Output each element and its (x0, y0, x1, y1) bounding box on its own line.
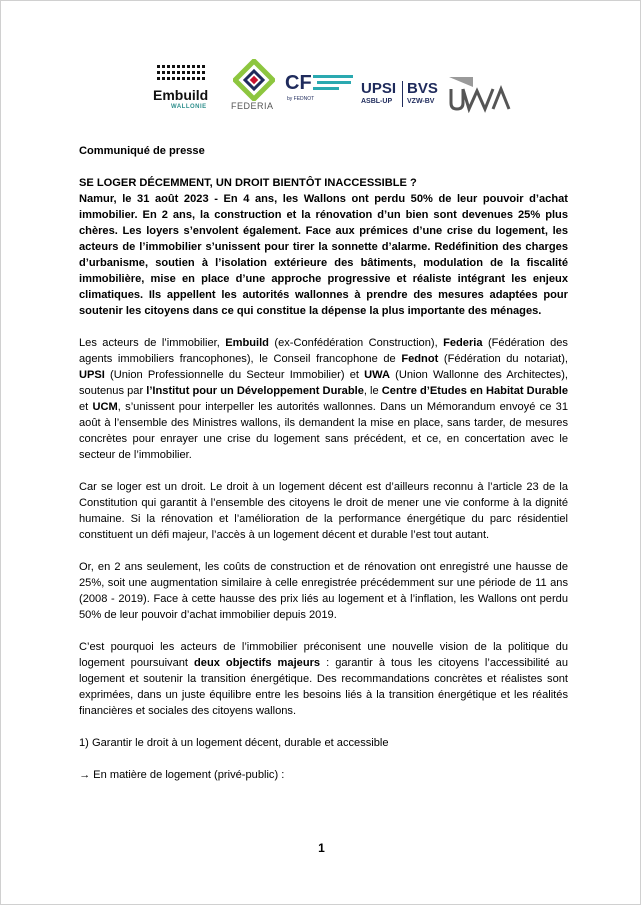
upsi-bvs-divider (402, 81, 403, 107)
embuild-logo (151, 63, 223, 113)
cf-lines-icon (313, 75, 357, 95)
org-federia: Federia (443, 337, 483, 349)
press-release-label: Communiqué de presse (79, 145, 205, 157)
embuild-dots-icon (157, 63, 217, 85)
org-ucm: UCM (92, 401, 118, 413)
federia-logo (231, 59, 277, 113)
org-fednot: Fednot (401, 353, 439, 365)
federia-name: FEDERIA (231, 101, 274, 111)
org-uwa: UWA (364, 369, 390, 381)
org-embuild: Embuild (225, 337, 269, 349)
paragraph-right-to-housing: Car se loger est un droit. Le droit à un logement décent est d’ailleurs reconnu à l’article 23 de la Constitution qui garantit à l’ensemble des citoyens le droit de mener une vie conforme à la dignité humaine. Si la rénovation et l’amélioration de la performance énergétique du parc résidentiel constituent un défi majeur, l’accès à un logement décent et durable l’est tout autant. (79, 481, 568, 541)
org-upsi: UPSI (79, 369, 105, 381)
list-subitem-housing: → En matière de logement (privé-public) : (79, 769, 285, 781)
cf-sub: by FEDNOT (287, 96, 315, 102)
uwa-mark-icon (447, 73, 511, 113)
org-cehd: Centre d’Etudes en Habitat Durable (381, 385, 568, 397)
upsi-logo (361, 81, 401, 113)
embuild-sub: WALLONIE (171, 104, 207, 110)
uwa-logo (447, 73, 513, 113)
press-release-title: SE LOGER DÉCEMMENT, UN DROIT BIENTÔT INACCESSIBLE ? (79, 177, 417, 189)
paragraph-objectives: C’est pourquoi les acteurs de l’immobilier préconisent une nouvelle vision de la politique du logement poursuivant deux objectifs majeurs : garantir à tous les citoyens l’accessibilité au logement et soutenir la transition énergétique. Des recommandations concrètes et réalistes sont exprimées, dans un juste équilibre entre les besoins liés à la transition énergétique et les réalités financières et sociales des citoyens wallons. (79, 641, 568, 717)
lead-paragraph: Namur, le 31 août 2023 - En 4 ans, les Wallons ont perdu 50% de leur pouvoir d’achat immobilier. En 2 ans, la construction et la rénovation d’un bien sont devenues 25% plus chères. Les loyers s’envolent également. Face aux prémices d’une crise du logement, les acteurs de l’immobilier s’unissent pour tirer la sonnette d’alarme. Redéfinition des charges d’urbanisme, soutien à l’isolation extérieure des bâtiments, modulation de la fiscalité immobilière, mise en place d’une approche progressive et réaliste intégrant les enjeux climatiques. Ils appellent les autorités wallonnes à prendre des mesures adaptées pour soutenir les citoyens dans ce qui constitue la dépense la plus importante des ménages. (79, 193, 568, 317)
cf-name: CF (285, 72, 312, 94)
bvs-sub: VZW-BV (407, 98, 435, 105)
list-item-1: 1) Garantir le droit à un logement décent, durable et accessible (79, 737, 389, 749)
federia-diamond-icon (233, 59, 275, 101)
embuild-name: Embuild (153, 87, 209, 103)
paragraph-actors: Les acteurs de l’immobilier, Embuild (ex-Confédération Construction), Federia (Fédération des agents immobiliers francophones), le Conseil francophone de Fednot (Fédération du notariat), UPSI (Union Professionnelle du Secteur Immobilier) et UWA (Union Wallonne des Architectes), soutenus par l’Institut pour un Développement Durable, le Centre d’Etudes en Habitat Durable et UCM, s’unissent pour interpeller les autorités wallonnes. Dans un Mémorandum envoyé ce 31 août à l’ensemble des Ministres wallons, ils demandent la mise en place, sans tarder, de mesures concrètes pour enrayer une crise du logement sans précédent, et ce, en concertation avec le secteur de l’immobilier. (79, 337, 568, 461)
bvs-logo (407, 81, 445, 113)
upsi-sub: ASBL-UP (361, 98, 393, 105)
paragraph-costs: Or, en 2 ans seulement, les coûts de construction et de rénovation ont enregistré une hausse de 25%, soit une augmentation similaire à celle enregistrée précédemment sur une période de 11 ans (2008 - 2019). Face à cette hausse des prix liés au logement et à l’inflation, les Wallons ont perdu 50% de leur pouvoir d’achat immobilier depuis 2019. (79, 561, 568, 621)
upsi-name: UPSI (361, 80, 397, 97)
bvs-name: BVS (407, 80, 438, 97)
press-release-body (79, 143, 568, 783)
org-idd: l’Institut pour un Développement Durable (146, 385, 364, 397)
partner-logos (151, 59, 521, 115)
cf-fednot-logo (285, 73, 355, 113)
page-number: 1 (318, 841, 325, 855)
objectives-highlight: deux objectifs majeurs (194, 657, 321, 669)
